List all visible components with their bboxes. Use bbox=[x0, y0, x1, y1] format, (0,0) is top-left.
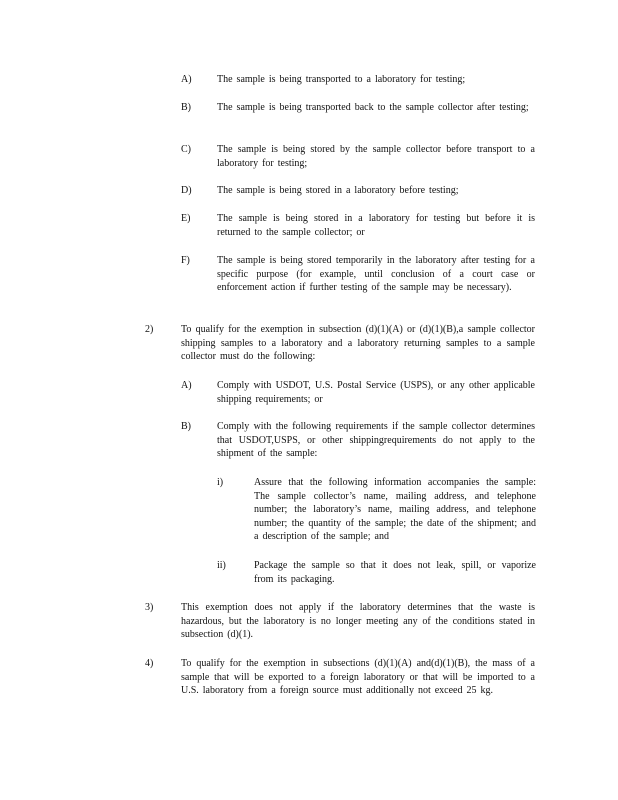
item-label: i) bbox=[217, 477, 224, 488]
item-label: 3) bbox=[145, 602, 154, 613]
item-text: Comply with the following requirements if the sample collector determines that USDOT,USPS, or other shippingrequirements do not apply to the shipment of the sample: bbox=[217, 421, 535, 460]
item-text: The sample is being stored temporarily in the laboratory after testing for a specific purpose (for example, until conclusion of a court case or enforcement action if further testing of the sample may be necessary). bbox=[217, 255, 535, 294]
item-label: ii) bbox=[217, 560, 226, 571]
item-text: Assure that the following information accompanies the sample: The sample collector’s name, mailing address, and telephone number; the laboratory’s name, mailing address, and telephone number; the quantity of the sample; the date of the shipment; and a description of the sample; and bbox=[254, 477, 536, 543]
item-label: 2) bbox=[145, 324, 154, 335]
item-label: A) bbox=[181, 380, 192, 391]
item-label: F) bbox=[181, 255, 190, 266]
item-label: A) bbox=[181, 74, 192, 85]
item-text: To qualify for the exemption in subsection (d)(1)(A) or (d)(1)(B),a sample collector shipping samples to a laboratory and a laboratory returning samples to a sample collector must do the following: bbox=[181, 324, 535, 363]
item-text: To qualify for the exemption in subsections (d)(1)(A) and(d)(1)(B), the mass of a sample that will be exported to a foreign laboratory or that will be imported to a U.S. laboratory from a foreign source must additionally not exceed 25 kg. bbox=[181, 658, 535, 697]
item-label: C) bbox=[181, 144, 191, 155]
item-label: 4) bbox=[145, 658, 154, 669]
item-text: Comply with USDOT, U.S. Postal Service (USPS), or any other applicable shipping requirements; or bbox=[217, 380, 535, 405]
item-label: B) bbox=[181, 421, 191, 432]
item-text: The sample is being transported to a laboratory for testing; bbox=[217, 74, 466, 85]
item-text: The sample is being stored by the sample collector before transport to a laboratory for testing; bbox=[217, 144, 535, 169]
item-text: The sample is being stored in a laboratory for testing but before it is returned to the sample collector; or bbox=[217, 213, 535, 238]
item-text: The sample is being stored in a laboratory before testing; bbox=[217, 185, 459, 196]
item-label: E) bbox=[181, 213, 191, 224]
item-label: B) bbox=[181, 102, 191, 113]
item-text: This exemption does not apply if the laboratory determines that the waste is hazardous, but the laboratory is no longer meeting any of the conditions stated in subsection (d)(1). bbox=[181, 602, 535, 641]
item-text: The sample is being transported back to the sample collector after testing; bbox=[217, 102, 529, 113]
item-text: Package the sample so that it does not leak, spill, or vaporize from its packaging. bbox=[254, 560, 536, 585]
item-label: D) bbox=[181, 185, 192, 196]
